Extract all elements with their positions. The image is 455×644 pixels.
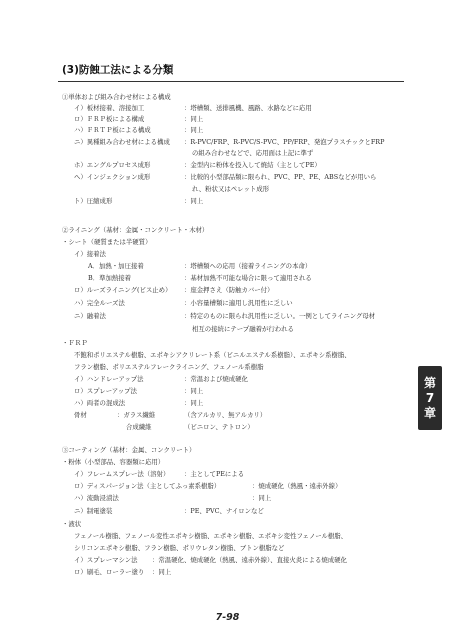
text-line: （含アルカリ、無アルカリ） (184, 411, 267, 419)
text-line: ハ）ＦＲＴＰ板による構成 (74, 126, 151, 134)
text-line: ：同上 (252, 494, 272, 502)
section-title: (3)防蝕工法による分類 (62, 64, 174, 76)
text-line: ：同上 (152, 568, 172, 576)
text-line: イ）接着法 (74, 250, 106, 258)
text-line: ホ）エングルプロセス成形 (74, 161, 151, 169)
text-line: ハ）完全ルーズ法 (74, 299, 125, 307)
page-number: 7-98 (215, 612, 240, 623)
text-line: ト）圧縮成形 (74, 197, 113, 205)
text-line: ：常温硬化、焼成硬化（熱風、遠赤外線）、直接火炎による焼成硬化 (152, 556, 347, 564)
text-line: イ）フレームスプレー法（溶射） (74, 470, 170, 478)
text-line: ロ）ルーズライニング(ビス止め） (74, 286, 172, 294)
text-line: 合成繊維 (126, 423, 152, 431)
text-line: ③コーティング（基材：金属、コンクリート） (62, 446, 196, 454)
text-line: ：同上 (184, 115, 204, 123)
text-line: ロ）スプレーアップ法 (74, 387, 137, 395)
text-line: の組み合わせなどで、応用面は上記に準ず (192, 149, 314, 157)
chapter-tab (418, 366, 442, 430)
text-line: （ビニロン、テトロン） (184, 423, 254, 431)
text-line: ①単体および組み合わせ材による構成 (62, 93, 171, 101)
text-line: へ）インジェクション成形 (74, 173, 151, 181)
text-line: ：小容量槽類に適用し汎用性に乏しい (184, 299, 293, 307)
text-line: B．準加熱接着 (88, 274, 132, 282)
text-line: ：座金押さえ（防触カバー付） (184, 286, 274, 294)
text-line: イ）スプレーマシン法 (74, 556, 138, 564)
text-line: イ）ハンドレーアップ法 (74, 375, 144, 383)
text-line: A．加熱・加圧接着 (88, 262, 144, 270)
text-line: ニ）異種組み合わせ材による構成 (74, 138, 170, 146)
text-line: ：基材加熱不可能な場合に限って適用される (184, 274, 312, 282)
text-line: ：金型内に粉体を投入して焼結（主としてPE） (184, 161, 321, 169)
text-line: ニ）制電塗装 (74, 507, 113, 515)
text-line: ：焼成硬化（熱風・遠赤外線） (252, 482, 342, 490)
text-line: ロ）ＦＲＰ板による構成 (74, 115, 145, 123)
text-line: ハ）流動浸漬法 (74, 494, 119, 502)
text-line: ハ）両者の混成法 (74, 399, 126, 407)
chapter-tab-char: 第 (423, 375, 436, 390)
text-line: ：R-PVC/FRP、R-PVC/S-PVC、PP/FRP、発泡プラスチックとFRP (184, 138, 385, 146)
text-line: ロ）ディスパージョン法（主としてふっ素系樹脂） (74, 482, 221, 490)
text-line: ・液状 (62, 520, 82, 528)
text-line: 不飽和ポリエステル樹脂、エポキシアクリレート系（ビニルエステル系樹脂）、エポキシ系樹脂、 (74, 351, 351, 359)
text-line: ：ガラス繊維 (117, 411, 156, 419)
text-line: 骨材 (74, 411, 87, 419)
text-line: 相互の接続にテープ融着が行われる (192, 325, 294, 333)
text-line: れ、粉状又はペレット成形 (192, 185, 270, 193)
text-line: ・シート（硬質または半硬質） (62, 238, 152, 246)
text-line: ：塔槽類への応用（接着ライニングの本命） (184, 262, 312, 270)
text-line: ：PE、PVC、ナイロンなど (184, 507, 264, 515)
text-line: ：同上 (184, 197, 204, 205)
text-line: ：比較的小型部品類に限られ、PVC、PP、PE、ABSなどが用いら (184, 173, 377, 181)
text-line: ・粉体（小型部品、容器類に応用） (62, 458, 165, 466)
text-line: ニ）融着法 (74, 312, 106, 320)
text-line: フラン樹脂、ポリエステルフレークライニング、フェノール系樹脂 (74, 363, 264, 371)
title-underline (58, 81, 404, 82)
text-line: ：主としてPEによる (184, 470, 245, 478)
text-line: イ）板材接着、溶接加工 (74, 104, 145, 112)
chapter-tab-char: 章 (423, 405, 436, 420)
text-line: ：同上 (184, 387, 204, 395)
text-line: ロ）刷毛、ローラー塗り (74, 568, 145, 576)
text-line: ：常温および焼成硬化 (184, 375, 248, 383)
text-line: ②ライニング（基材：金属・コンクリート・木材） (62, 226, 209, 234)
text-line: ：同上 (184, 126, 204, 134)
text-line: ：特定のものに限られ汎用性に乏しい。一例としてライニング母材 (184, 312, 376, 320)
text-line: ：塔槽類、送排風機、風路、水路などに応用 (184, 104, 312, 112)
text-line: フェノール樹脂、フェノール変性エポキシ樹脂、エポキシ樹脂、エポキシ変性フェノール樹脂、 (74, 532, 348, 540)
chapter-tab-char: 7 (425, 390, 435, 405)
text-line: ・ＦＲＰ (62, 339, 88, 347)
text-line: ：同上 (184, 399, 204, 407)
text-line: シリコンエポキシ樹脂、フラン樹脂、ポリウレタン樹脂、ブトン樹脂など (74, 544, 285, 552)
